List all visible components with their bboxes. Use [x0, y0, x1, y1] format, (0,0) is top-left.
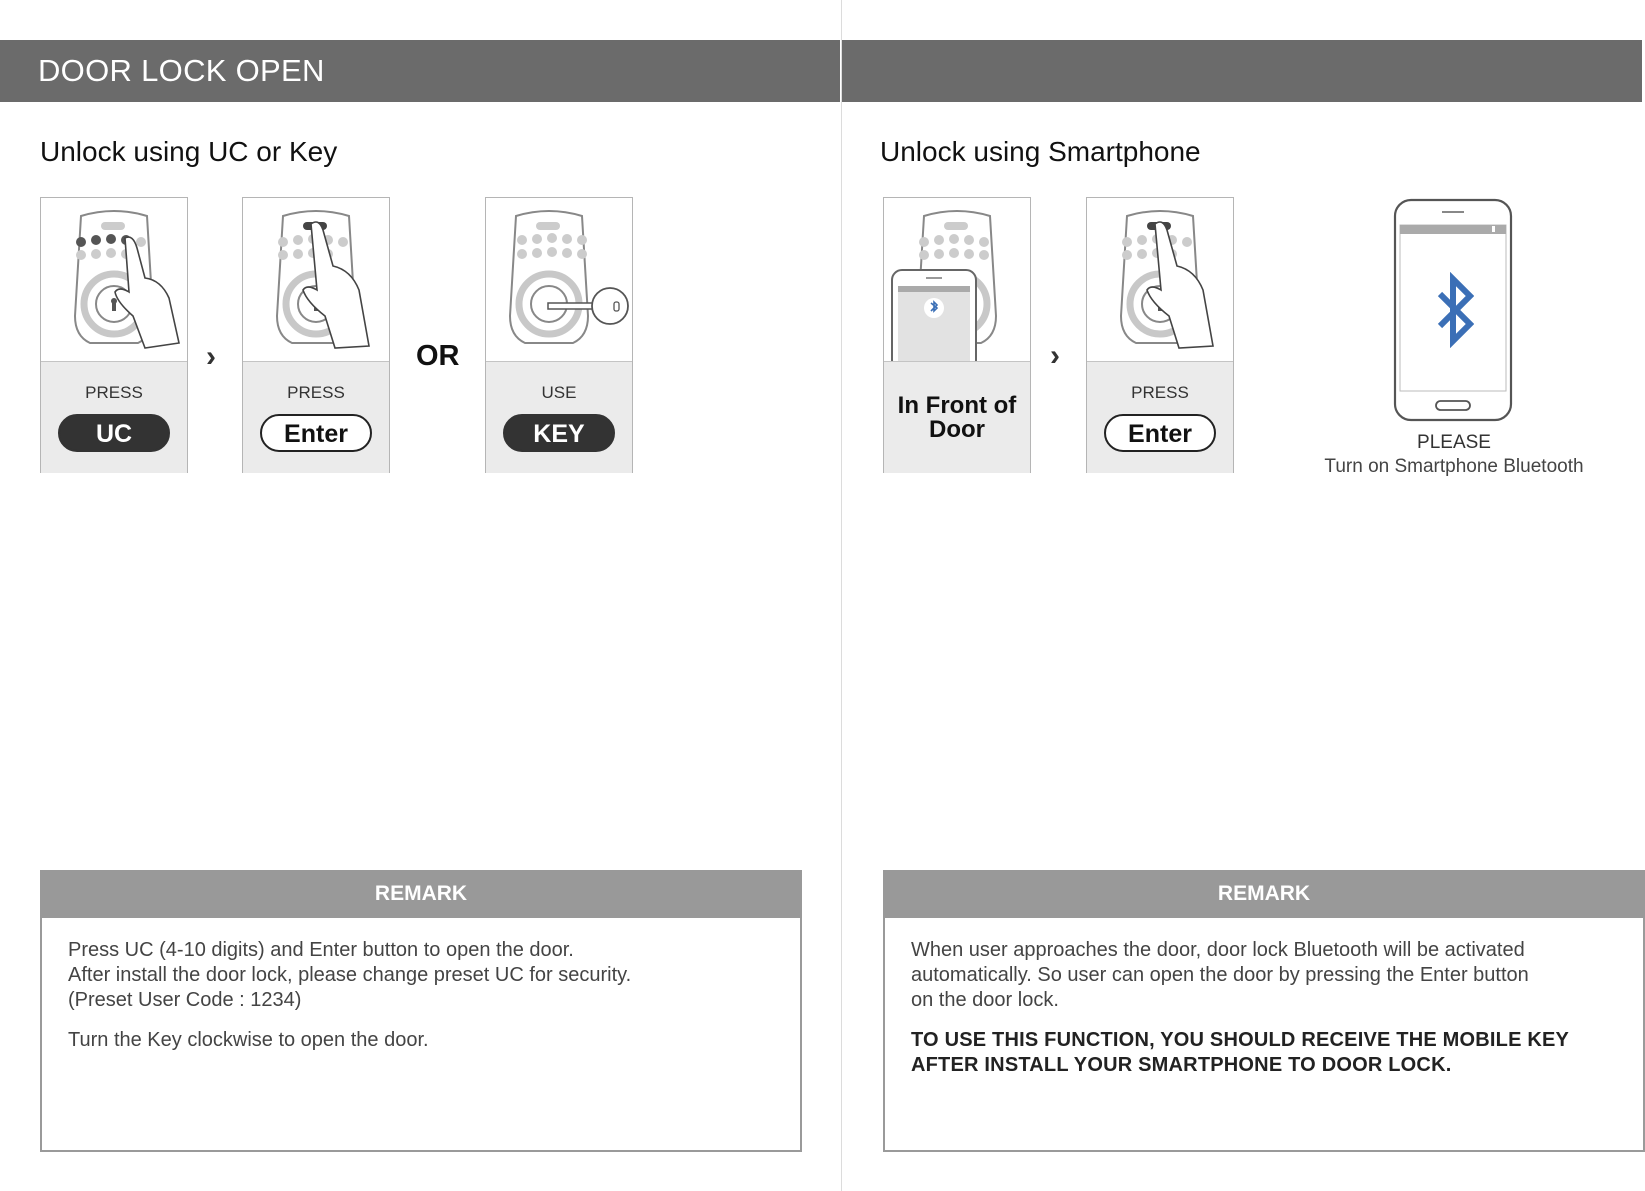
- remark-line: TO USE THIS FUNCTION, YOU SHOULD RECEIVE THE MOBILE KEY: [911, 1029, 1570, 1051]
- chevron-right-icon: ›: [1050, 339, 1060, 372]
- in-front-of-door-label-line2: Door: [929, 416, 985, 443]
- in-front-of-door-label-line1: In Front of: [897, 392, 1017, 419]
- remark-paragraph: [911, 938, 1611, 1013]
- or-label: OR: [416, 340, 460, 372]
- step-caption: [243, 361, 389, 473]
- step-card-use-key: [485, 197, 633, 473]
- enter-button-label: Enter: [260, 414, 372, 452]
- step-caption: [486, 361, 632, 473]
- remark-body: [68, 938, 768, 1068]
- step-card-press-uc: [40, 197, 188, 473]
- uc-button-label: UC: [58, 414, 170, 452]
- lock-key-illustration: [486, 198, 632, 361]
- chevron-right-icon: ›: [206, 340, 216, 373]
- step-caption: [41, 361, 187, 473]
- page-title: DOOR LOCK OPEN: [38, 53, 325, 88]
- lock-press-enter-illustration: [1087, 198, 1233, 361]
- remark-box-left: [40, 870, 802, 1152]
- remark-body: [911, 938, 1611, 1093]
- lock-press-keypad-illustration: [41, 198, 187, 361]
- step-card-press-enter: [242, 197, 390, 473]
- remark-paragraph: [68, 938, 768, 1013]
- remark-title: REMARK: [883, 870, 1645, 918]
- step-action-label: PRESS: [287, 383, 345, 402]
- remark-line: After install the door lock, please change preset UC for security.: [68, 964, 632, 986]
- remark-line: AFTER INSTALL YOUR SMARTPHONE TO DOOR LOCK.: [911, 1054, 1452, 1076]
- bluetooth-icon: [1436, 272, 1474, 353]
- step-caption: [884, 361, 1030, 473]
- remark-line: Press UC (4-10 digits) and Enter button to open the door.: [68, 939, 574, 961]
- remark-title: REMARK: [40, 870, 802, 918]
- key-label: KEY: [503, 414, 615, 452]
- step-card-press-enter-smartphone: [1086, 197, 1234, 473]
- section-title-uc-key: Unlock using UC or Key: [40, 136, 338, 167]
- step-action-label: USE: [541, 383, 577, 402]
- phone-caption-please: PLEASE: [1417, 432, 1491, 453]
- enter-button-label: Enter: [1104, 414, 1216, 452]
- remark-notice: [911, 1028, 1611, 1078]
- smartphone-bluetooth-illustration: [1392, 197, 1514, 423]
- header-bar-right: [842, 40, 1642, 102]
- lock-press-enter-illustration: [243, 198, 389, 361]
- remark-line: When user approaches the door, door lock Bluetooth will be activated: [911, 939, 1525, 961]
- phone-caption-bluetooth: Turn on Smartphone Bluetooth: [1324, 456, 1584, 477]
- lock-with-phone-illustration: [884, 198, 1030, 361]
- remark-line: (Preset User Code : 1234): [68, 989, 302, 1011]
- remark-line: on the door lock.: [911, 989, 1059, 1011]
- step-card-in-front-of-door: [883, 197, 1031, 473]
- remark-box-right: [883, 870, 1645, 1152]
- remark-paragraph: Turn the Key clockwise to open the door.: [68, 1029, 429, 1051]
- section-title-smartphone: Unlock using Smartphone: [880, 136, 1201, 167]
- step-caption: [1087, 361, 1233, 473]
- remark-line: automatically. So user can open the door by pressing the Enter button: [911, 964, 1529, 986]
- center-divider: [841, 0, 842, 1191]
- step-action-label: PRESS: [1131, 383, 1189, 402]
- step-action-label: PRESS: [85, 383, 143, 402]
